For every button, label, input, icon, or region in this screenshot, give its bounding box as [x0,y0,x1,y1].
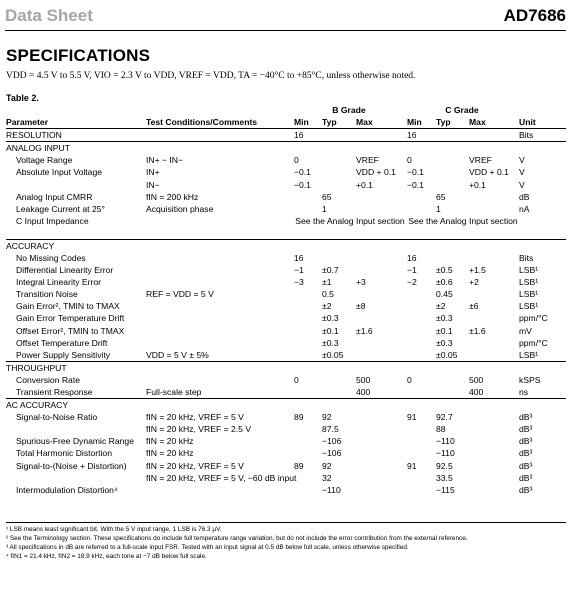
b-typ-value: −106 [322,436,342,447]
b-min-value: −0.1 [294,179,311,190]
footnote-3: ³ All specifications in dB are referred to a full-scale input FSR. Tested with an input signal at 0.5 dB below full scale, unless otherwise specified. [6,544,409,551]
test-condition: REF = VDD = 5 V [146,289,214,300]
header-part-number: AD7686 [503,6,566,25]
unit: V [519,179,525,190]
b-typ-value: 1 [322,203,327,214]
footnote-4: ⁴ fIN1 = 21.4 kHz, fIN2 = 18.9 kHz, each tone at −7 dB below full scale. [6,553,207,560]
test-condition: Full-scale step [146,386,202,397]
b-typ-value: ±0.3 [322,313,339,324]
unit: dB³ [519,424,533,435]
b-min-value: −1 [294,265,304,276]
b-min-value: −3 [294,277,304,288]
col-c-max: Max [469,117,486,128]
parameter-name: Offset Temperature Drift [16,337,108,348]
b-max-value: 500 [356,374,371,385]
c-min-value: 16 [407,252,417,263]
col-c-min: Min [407,117,422,128]
c-typ-value: ±0.5 [436,265,453,276]
table-row [6,154,566,166]
c-typ-value: 0.45 [436,289,453,300]
parameter-name: Analog Input CMRR [16,191,93,202]
c-typ-value: ±0.3 [436,313,453,324]
c-typ-value: 1 [436,203,441,214]
grade-b-header: B Grade [332,105,366,115]
b-max-value: ±1.6 [356,325,373,336]
unit: dB³ [519,436,533,447]
col-b-typ: Typ [322,117,337,128]
b-typ-value: ±0.05 [322,349,344,360]
test-condition: fIN = 20 kHz [146,436,194,447]
c-min-value: −1 [407,265,417,276]
table-row [6,411,566,423]
test-condition: fIN = 200 kHz [146,191,199,202]
test-condition: fIN = 20 kHz, VREF = 5 V [146,412,244,423]
table-row [6,166,566,178]
b-max-value: +3 [356,277,366,288]
parameter-name: Absolute Input Voltage [16,167,103,178]
table-row [6,129,566,142]
parameter-name: Voltage Range [16,155,73,166]
test-condition: fIN = 20 kHz [146,448,194,459]
c-typ-value: 65 [436,191,446,202]
b-min-value: 0 [294,155,299,166]
test-condition: VDD = 5 V ± 5% [146,349,209,360]
table-row [6,179,566,191]
grade-c-value: See the Analog Input section [408,215,518,226]
section-title: THROUGHPUT [6,362,67,373]
table-row [6,337,566,349]
unit: LSB¹ [519,265,539,276]
unit: dB³ [519,484,533,495]
unit: dB³ [519,472,533,483]
b-typ-value: ±0.3 [322,337,339,348]
b-typ-value: 0.5 [322,289,334,300]
c-typ-value: −110 [436,436,455,447]
table-row [6,203,566,215]
parameter-name: Differential Linearity Error [16,265,114,276]
parameter-name: RESOLUTION [6,130,62,141]
col-b-max: Max [356,117,373,128]
test-condition: Acquisition phase [146,203,214,214]
c-typ-value: 88 [436,424,446,435]
parameter-name: Integral Linearity Error [16,277,102,288]
table-row [6,484,566,496]
section-title: ACCURACY [6,240,55,251]
table-row [6,191,566,203]
unit: LSB¹ [519,289,539,300]
parameter-name: Signal-to-(Noise + Distortion) [16,460,127,471]
b-typ-value: 92 [322,412,332,423]
table-row [6,472,566,484]
c-max-value: ±1.6 [469,325,486,336]
unit: LSB¹ [519,301,539,312]
table-row [6,386,566,399]
c-min-value: 0 [407,155,412,166]
b-typ-value: 65 [322,191,332,202]
table-body [6,129,566,496]
unit: kSPS [519,374,541,385]
parameter-name: Signal-to-Noise Ratio [16,412,98,423]
c-max-value: +2 [469,277,479,288]
column-header-row [6,116,566,129]
footnotes [6,522,566,561]
test-condition: IN− [146,179,160,190]
section-title: ANALOG INPUT [6,143,70,154]
c-typ-value: ±2 [436,301,446,312]
table-row [6,349,566,362]
b-typ-value: −106 [322,448,342,459]
c-max-value: +1.5 [469,265,486,276]
c-min-value: 0 [407,374,412,385]
col-unit: Unit [519,117,536,128]
c-min-value: −2 [407,277,417,288]
c-typ-value: 92.7 [436,412,453,423]
parameter-name: Leakage Current at 25° [16,203,105,214]
b-typ-value: ±0.1 [322,325,339,336]
section-header [6,240,566,252]
c-min-value: −0.1 [407,179,424,190]
test-condition: fIN = 20 kHz, VREF = 2.5 V [146,424,252,435]
c-typ-value: ±0.1 [436,325,453,336]
b-min-value: 89 [294,412,304,423]
unit: ns [519,386,529,397]
c-typ-value: −110 [436,448,455,459]
section-header [6,362,566,374]
c-min-value: 91 [407,460,417,471]
table-row [6,460,566,472]
footnote-2: ² See the Terminology section. These specifications do include full temperature range variation, but do not include the error contribution from the external reference. [6,535,468,542]
col-b-min: Min [294,117,309,128]
col-test-conditions: Test Conditions/Comments [146,117,258,128]
unit: LSB¹ [519,349,539,360]
table-label: Table 2. [6,93,39,103]
b-max-value: VDD + 0.1 [356,167,396,178]
grade-header-row [6,104,566,116]
parameter-name: No Missing Codes [16,252,86,263]
table-row [6,252,566,264]
unit: dB³ [519,460,533,471]
parameter-name: Conversion Rate [16,374,81,385]
c-typ-value: ±0.3 [436,337,453,348]
parameter-name: Power Supply Sensitivity [16,349,111,360]
unit: LSB¹ [519,277,539,288]
b-min-value: −0.1 [294,167,311,178]
grade-c-header: C Grade [445,105,479,115]
unit: V [519,155,525,166]
unit: mV [519,325,532,336]
c-min-value: 91 [407,412,417,423]
parameter-name: C Input Impedance [16,215,89,226]
footnote-1: ¹ LSB means least significant bit. With the 5 V input range, 1 LSB is 76.3 μV. [6,526,222,533]
c-min-value: 16 [407,130,417,141]
unit: ppm/°C [519,337,548,348]
table-row [6,276,566,288]
b-typ-value: ±2 [322,301,332,312]
table-row [6,435,566,447]
c-max-value: VREF [469,155,492,166]
section-title: AC ACCURACY [6,400,69,411]
b-max-value: VREF [356,155,379,166]
unit: dB [519,191,530,202]
col-parameter: Parameter [6,117,49,128]
b-min-value: 16 [294,130,304,141]
unit: dB³ [519,412,533,423]
parameter-name: Offset Error², TMIN to TMAX [16,325,125,336]
operating-conditions: VDD = 4.5 V to 5.5 V, VIO = 2.3 V to VDD, VREF = VDD, TA = −40°C to +85°C, unless otherwise noted. [6,71,416,81]
c-typ-value: 92.5 [436,460,453,471]
b-typ-value: −110 [322,484,341,495]
b-max-value: +0.1 [356,179,373,190]
c-max-value: VDD + 0.1 [469,167,509,178]
unit: nA [519,203,530,214]
b-typ-value: 87.5 [322,424,339,435]
page-header [5,4,566,31]
b-min-value: 16 [294,252,304,263]
table-row [6,325,566,337]
parameter-name: Gain Error², TMIN to TMAX [16,301,120,312]
unit: V [519,167,525,178]
section-header [6,142,566,154]
parameter-name: Transient Response [16,386,93,397]
test-condition: IN+ − IN− [146,155,184,166]
unit: Bits [519,252,534,263]
b-min-value: 89 [294,460,304,471]
c-max-value: 500 [469,374,484,385]
unit: Bits [519,130,534,141]
grade-b-value: See the Analog Input section [295,215,405,226]
test-condition: IN+ [146,167,160,178]
page-title: SPECIFICATIONS [6,46,151,65]
c-typ-value: ±0.6 [436,277,453,288]
b-typ-value: ±1 [322,277,332,288]
b-max-value: 400 [356,386,371,397]
table-row [6,264,566,276]
c-max-value: ±6 [469,301,479,312]
table-row [6,374,566,386]
c-max-value: +0.1 [469,179,486,190]
table-row [6,423,566,435]
parameter-name: Gain Error Temperature Drift [16,313,125,324]
b-min-value: 0 [294,374,299,385]
b-max-value: ±8 [356,301,366,312]
c-typ-value: −115 [436,484,455,495]
col-c-typ: Typ [436,117,451,128]
b-typ-value: 32 [322,472,332,483]
specifications-table [6,104,566,496]
b-typ-value: 92 [322,460,332,471]
c-typ-value: 33.5 [436,472,453,483]
section-header [6,399,566,411]
table-row [6,215,566,240]
table-row [6,447,566,459]
c-typ-value: ±0.05 [436,349,458,360]
b-typ-value: ±0.7 [322,265,339,276]
parameter-name: Spurious-Free Dynamic Range [16,436,134,447]
test-condition: fIN = 20 kHz, VREF = 5 V, −60 dB input [146,472,297,483]
table-row [6,288,566,300]
c-min-value: −0.1 [407,167,424,178]
test-condition: fIN = 20 kHz, VREF = 5 V [146,460,244,471]
parameter-name: Intermodulation Distortion⁴ [16,484,118,495]
table-row [6,300,566,312]
parameter-name: Transition Noise [16,289,78,300]
c-max-value: 400 [469,386,484,397]
table-row [6,312,566,324]
header-doc-type: Data Sheet [5,6,93,25]
parameter-name: Total Harmonic Distortion [16,448,112,459]
unit: dB³ [519,448,533,459]
unit: ppm/°C [519,313,548,324]
